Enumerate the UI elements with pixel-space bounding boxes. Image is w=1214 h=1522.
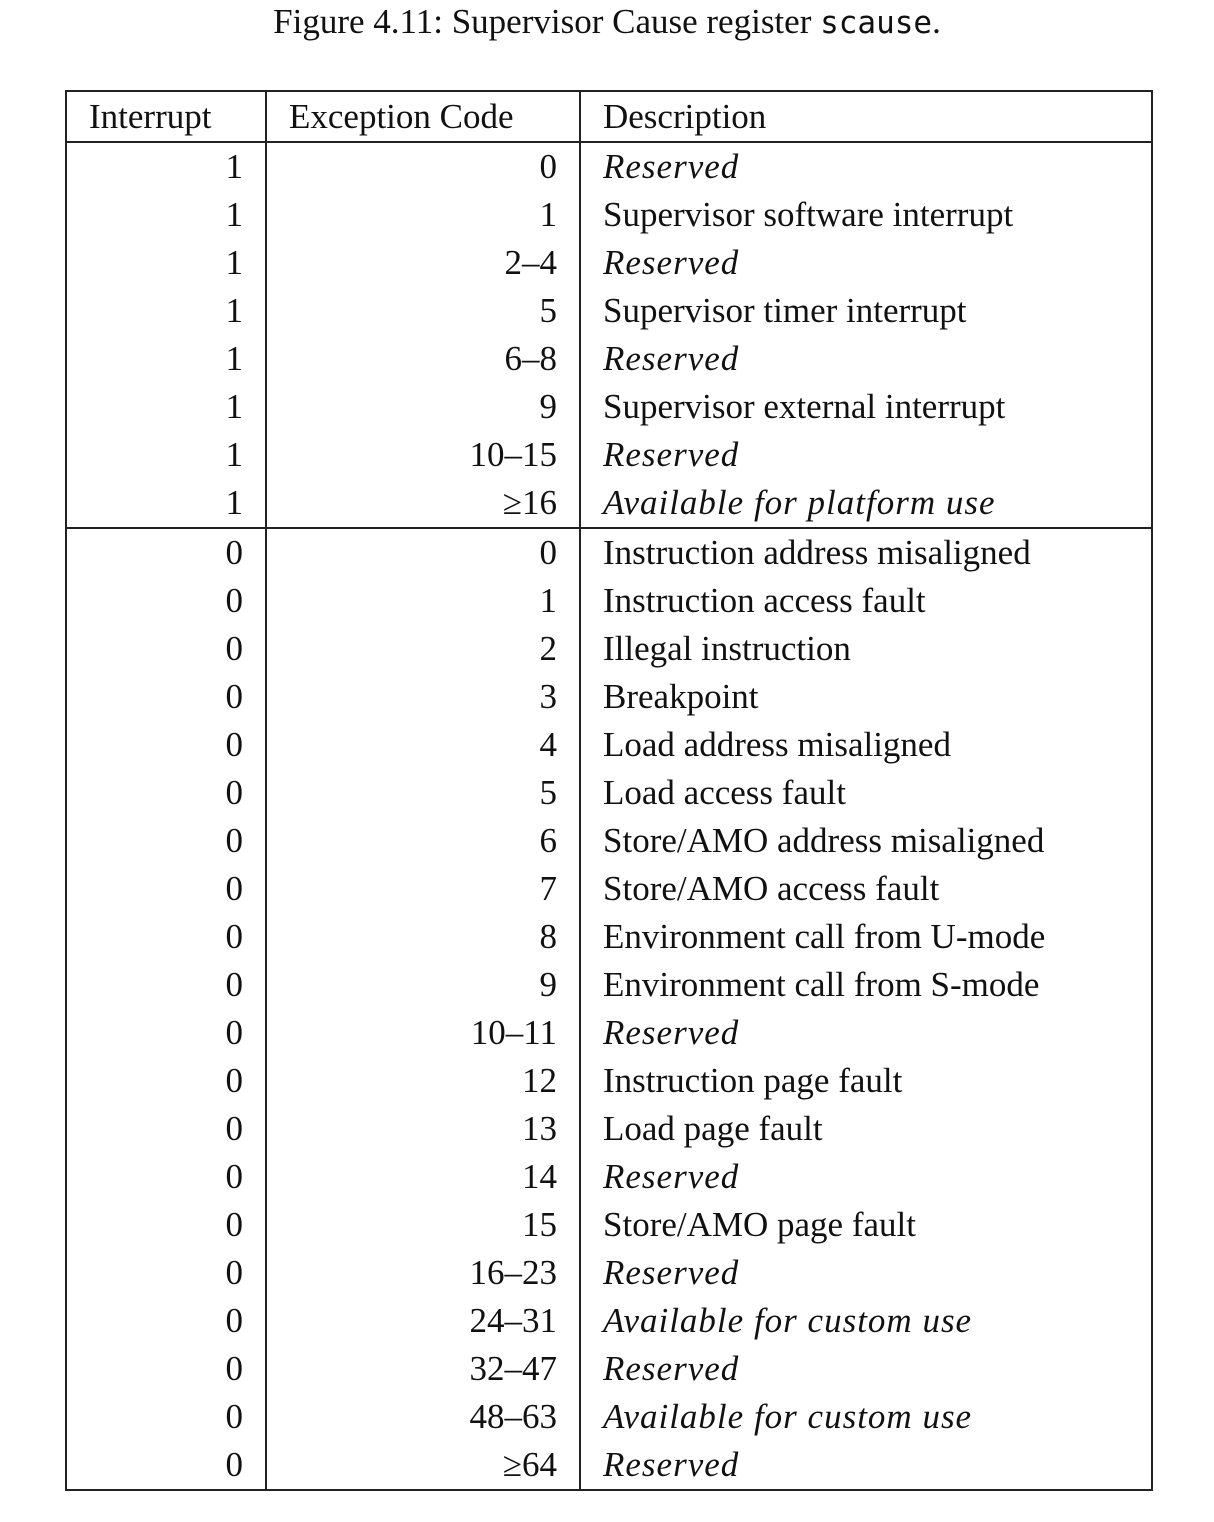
interrupt-cell: 0 <box>66 673 266 721</box>
interrupt-cell: 0 <box>66 961 266 1009</box>
exception-code-cell: 5 <box>266 287 580 335</box>
table-row <box>66 1345 1152 1393</box>
description-cell: Instruction address misaligned <box>580 528 1152 577</box>
interrupt-cell: 0 <box>66 1297 266 1345</box>
description-cell: Reserved <box>603 243 740 282</box>
table-row <box>66 1201 1152 1249</box>
exception-code-cell: 2–4 <box>266 239 580 287</box>
interrupt-cell: 1 <box>66 431 266 479</box>
interrupt-cell: 1 <box>66 383 266 431</box>
header-description: Description <box>580 91 1152 142</box>
interrupt-cell: 0 <box>66 1393 266 1441</box>
interrupt-cell: 1 <box>66 191 266 239</box>
exception-code-cell: 13 <box>266 1105 580 1153</box>
description-cell: Available for platform use <box>603 483 996 522</box>
interrupt-cell: 0 <box>66 1249 266 1297</box>
interrupt-cell: 1 <box>66 239 266 287</box>
description-cell: Reserved <box>603 1157 740 1196</box>
interrupt-cell: 0 <box>66 577 266 625</box>
exception-code-cell: 10–11 <box>266 1009 580 1057</box>
description-cell: Reserved <box>603 1349 740 1388</box>
table-body <box>66 142 1152 1490</box>
exception-code-cell: 2 <box>266 625 580 673</box>
interrupt-cell: 1 <box>66 479 266 528</box>
description-cell: Available for custom use <box>603 1397 973 1436</box>
table-row <box>66 577 1152 625</box>
interrupt-cell: 0 <box>66 1345 266 1393</box>
interrupt-cell: 0 <box>66 1105 266 1153</box>
interrupt-cell: 0 <box>66 1201 266 1249</box>
table-row <box>66 287 1152 335</box>
exception-code-cell: 9 <box>266 961 580 1009</box>
table-row <box>66 673 1152 721</box>
description-cell: Instruction page fault <box>603 1061 903 1100</box>
table-row <box>66 1105 1152 1153</box>
table-row <box>66 769 1152 817</box>
description-cell: Supervisor software interrupt <box>603 195 1014 234</box>
description-cell: Available for custom use <box>603 1301 973 1340</box>
exception-code-cell: 1 <box>266 191 580 239</box>
table-row <box>66 335 1152 383</box>
description-cell: Environment call from U-mode <box>603 917 1046 956</box>
table-row <box>66 191 1152 239</box>
interrupt-cell: 0 <box>66 1009 266 1057</box>
table-row <box>66 239 1152 287</box>
table-row <box>66 479 1152 528</box>
description-cell: Environment call from S-mode <box>603 965 1040 1004</box>
exception-code-cell: ≥16 <box>266 479 580 528</box>
interrupt-cell: 0 <box>66 625 266 673</box>
exception-code-cell: 10–15 <box>266 431 580 479</box>
exception-code-cell: 32–47 <box>266 1345 580 1393</box>
description-cell: Store/AMO page fault <box>603 1205 916 1244</box>
exception-code-cell: 14 <box>266 1153 580 1201</box>
interrupt-cell: 0 <box>66 769 266 817</box>
table-row <box>66 1249 1152 1297</box>
exception-code-cell: 0 <box>266 528 580 577</box>
exception-code-cell: 16–23 <box>266 1249 580 1297</box>
table-row <box>66 1441 1152 1490</box>
exception-code-cell: 9 <box>266 383 580 431</box>
description-cell: Load access fault <box>603 773 846 812</box>
header-exception-code: Exception Code <box>266 91 580 142</box>
exception-code-cell: 8 <box>266 913 580 961</box>
table-row <box>66 1153 1152 1201</box>
description-cell: Instruction access fault <box>603 581 926 620</box>
interrupt-cell: 0 <box>66 721 266 769</box>
table-header-row <box>66 91 1152 142</box>
description-cell: Supervisor external interrupt <box>603 387 1006 426</box>
interrupt-cell: 0 <box>66 865 266 913</box>
exception-code-cell: 4 <box>266 721 580 769</box>
interrupt-cell: 0 <box>66 913 266 961</box>
table-row <box>66 625 1152 673</box>
table-row <box>66 528 1152 577</box>
description-cell: Reserved <box>603 1253 740 1292</box>
exception-code-cell: 6 <box>266 817 580 865</box>
description-cell: Reserved <box>603 1013 740 1052</box>
exception-code-cell: 1 <box>266 577 580 625</box>
description-cell: Reserved <box>603 1445 740 1484</box>
table-row <box>66 1297 1152 1345</box>
description-cell: Store/AMO access fault <box>603 869 940 908</box>
table-row <box>66 1009 1152 1057</box>
interrupt-cell: 1 <box>66 287 266 335</box>
description-cell: Reserved <box>603 339 740 378</box>
exception-code-cell: 7 <box>266 865 580 913</box>
table-row <box>66 913 1152 961</box>
table-row <box>66 431 1152 479</box>
interrupt-cell: 0 <box>66 1441 266 1490</box>
table-row <box>66 1057 1152 1105</box>
figure-caption <box>0 0 1214 45</box>
exception-code-cell: 15 <box>266 1201 580 1249</box>
interrupt-cell: 0 <box>66 1153 266 1201</box>
table-row <box>66 817 1152 865</box>
exception-code-cell: ≥64 <box>266 1441 580 1490</box>
exception-code-cell: 24–31 <box>266 1297 580 1345</box>
description-cell: Store/AMO address misaligned <box>603 821 1045 860</box>
table-row <box>66 961 1152 1009</box>
description-cell: Supervisor timer interrupt <box>603 291 967 330</box>
table-row <box>66 721 1152 769</box>
caption-prefix: Figure 4.11: Supervisor Cause register <box>273 2 821 41</box>
exception-code-cell: 3 <box>266 673 580 721</box>
header-interrupt: Interrupt <box>66 91 266 142</box>
scause-table <box>65 90 1153 1491</box>
description-cell: Breakpoint <box>603 677 759 716</box>
interrupt-cell: 1 <box>66 335 266 383</box>
exception-code-cell: 5 <box>266 769 580 817</box>
caption-register-name: scause <box>820 5 933 41</box>
exception-code-cell: 6–8 <box>266 335 580 383</box>
interrupt-cell: 0 <box>66 817 266 865</box>
table-row <box>66 865 1152 913</box>
table-row <box>66 1393 1152 1441</box>
description-cell: Illegal instruction <box>603 629 851 668</box>
exception-code-cell: 48–63 <box>266 1393 580 1441</box>
table-row <box>66 142 1152 191</box>
exception-code-cell: 0 <box>266 142 580 191</box>
interrupt-cell: 0 <box>66 528 266 577</box>
description-cell: Reserved <box>603 435 740 474</box>
interrupt-cell: 0 <box>66 1057 266 1105</box>
caption-suffix: . <box>932 2 941 41</box>
exception-code-cell: 12 <box>266 1057 580 1105</box>
description-cell: Reserved <box>603 147 740 186</box>
description-cell: Load page fault <box>603 1109 823 1148</box>
table-row <box>66 383 1152 431</box>
interrupt-cell: 1 <box>66 142 266 191</box>
description-cell: Load address misaligned <box>603 725 951 764</box>
